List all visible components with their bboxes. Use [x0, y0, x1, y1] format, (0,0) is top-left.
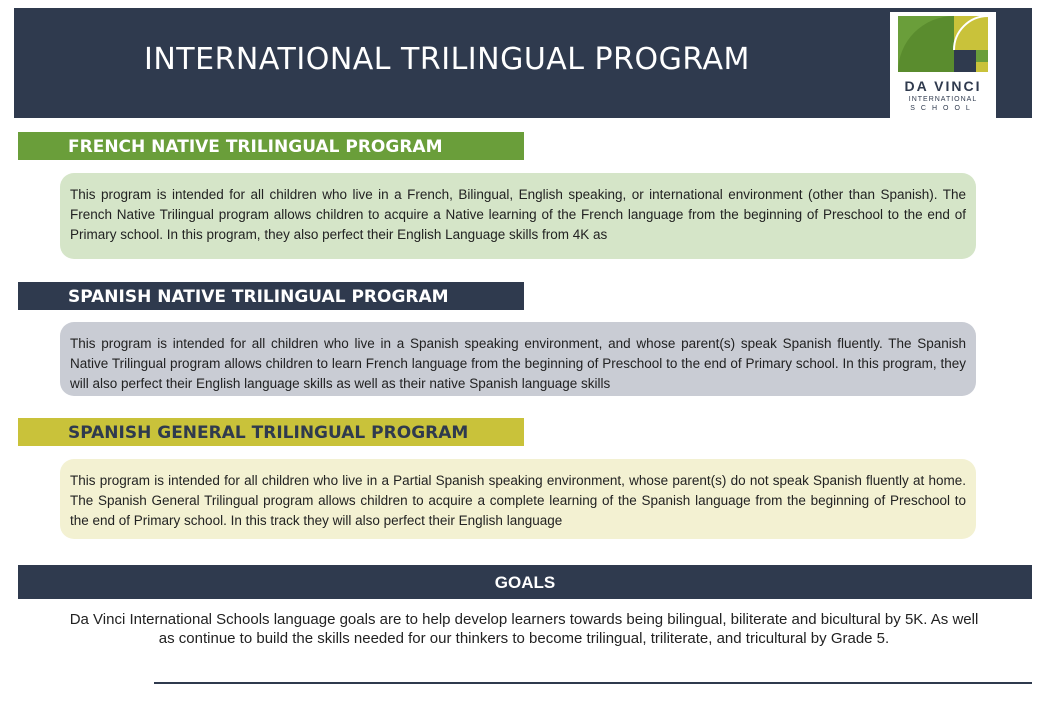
section-title: SPANISH GENERAL TRILINGUAL PROGRAM — [68, 423, 469, 443]
section-title: FRENCH NATIVE TRILINGUAL PROGRAM — [68, 137, 443, 157]
page-title: INTERNATIONAL TRILINGUAL PROGRAM — [144, 42, 750, 77]
logo-subtitle: INTERNATIONAL — [908, 96, 978, 103]
section-description-french-native: This program is intended for all children who live in a French, Bilingual, English speaking, or international environment (other than Spanish). The French Native Trilingual program allows children to acquire a Native learning of the French language from the beginning of Preschool to the end of Primary school. In this program, they also perfect their English Language skills from 4K as — [60, 173, 976, 259]
section-title: SPANISH NATIVE TRILINGUAL PROGRAM — [68, 287, 449, 307]
school-logo — [890, 12, 996, 118]
section-heading-french-native — [18, 132, 524, 160]
bottom-divider — [154, 682, 1032, 684]
section-description-spanish-native: This program is intended for all children who live in a Spanish speaking environment, and whose parent(s) speak Spanish fluently. The Spanish Native Trilingual program allows children to learn French language from the beginning of Preschool to the end of Primary school. In this program, they will also perfect their English language skills as well as their native Spanish language skills — [60, 322, 976, 396]
goals-text: Da Vinci International Schools language goals are to help develop learners towards being bilingual, biliterate and bicultural by 5K. As well as continue to build the skills needed for our thinkers to become trilingual, triliterate, and tricultural by Grade 5. — [69, 611, 979, 647]
section-heading-spanish-native — [18, 282, 524, 310]
logo-school: SCHOOL — [910, 105, 976, 112]
logo-mark-icon — [890, 12, 996, 78]
goals-title: GOALS — [494, 573, 556, 592]
logo-name: DA VINCI — [904, 78, 982, 94]
header-banner — [14, 8, 1032, 118]
section-heading-spanish-general — [18, 418, 524, 446]
document-page — [14, 8, 1032, 682]
section-description-spanish-general: This program is intended for all children who live in a Partial Spanish speaking environment, whose parent(s) do not speak Spanish fluently at home. The Spanish General Trilingual program allows children to acquire a complete learning of the Spanish language from the beginning of Preschool to the end of Primary school. In this track they will also perfect their English language — [60, 459, 976, 539]
goals-heading — [18, 565, 1032, 599]
